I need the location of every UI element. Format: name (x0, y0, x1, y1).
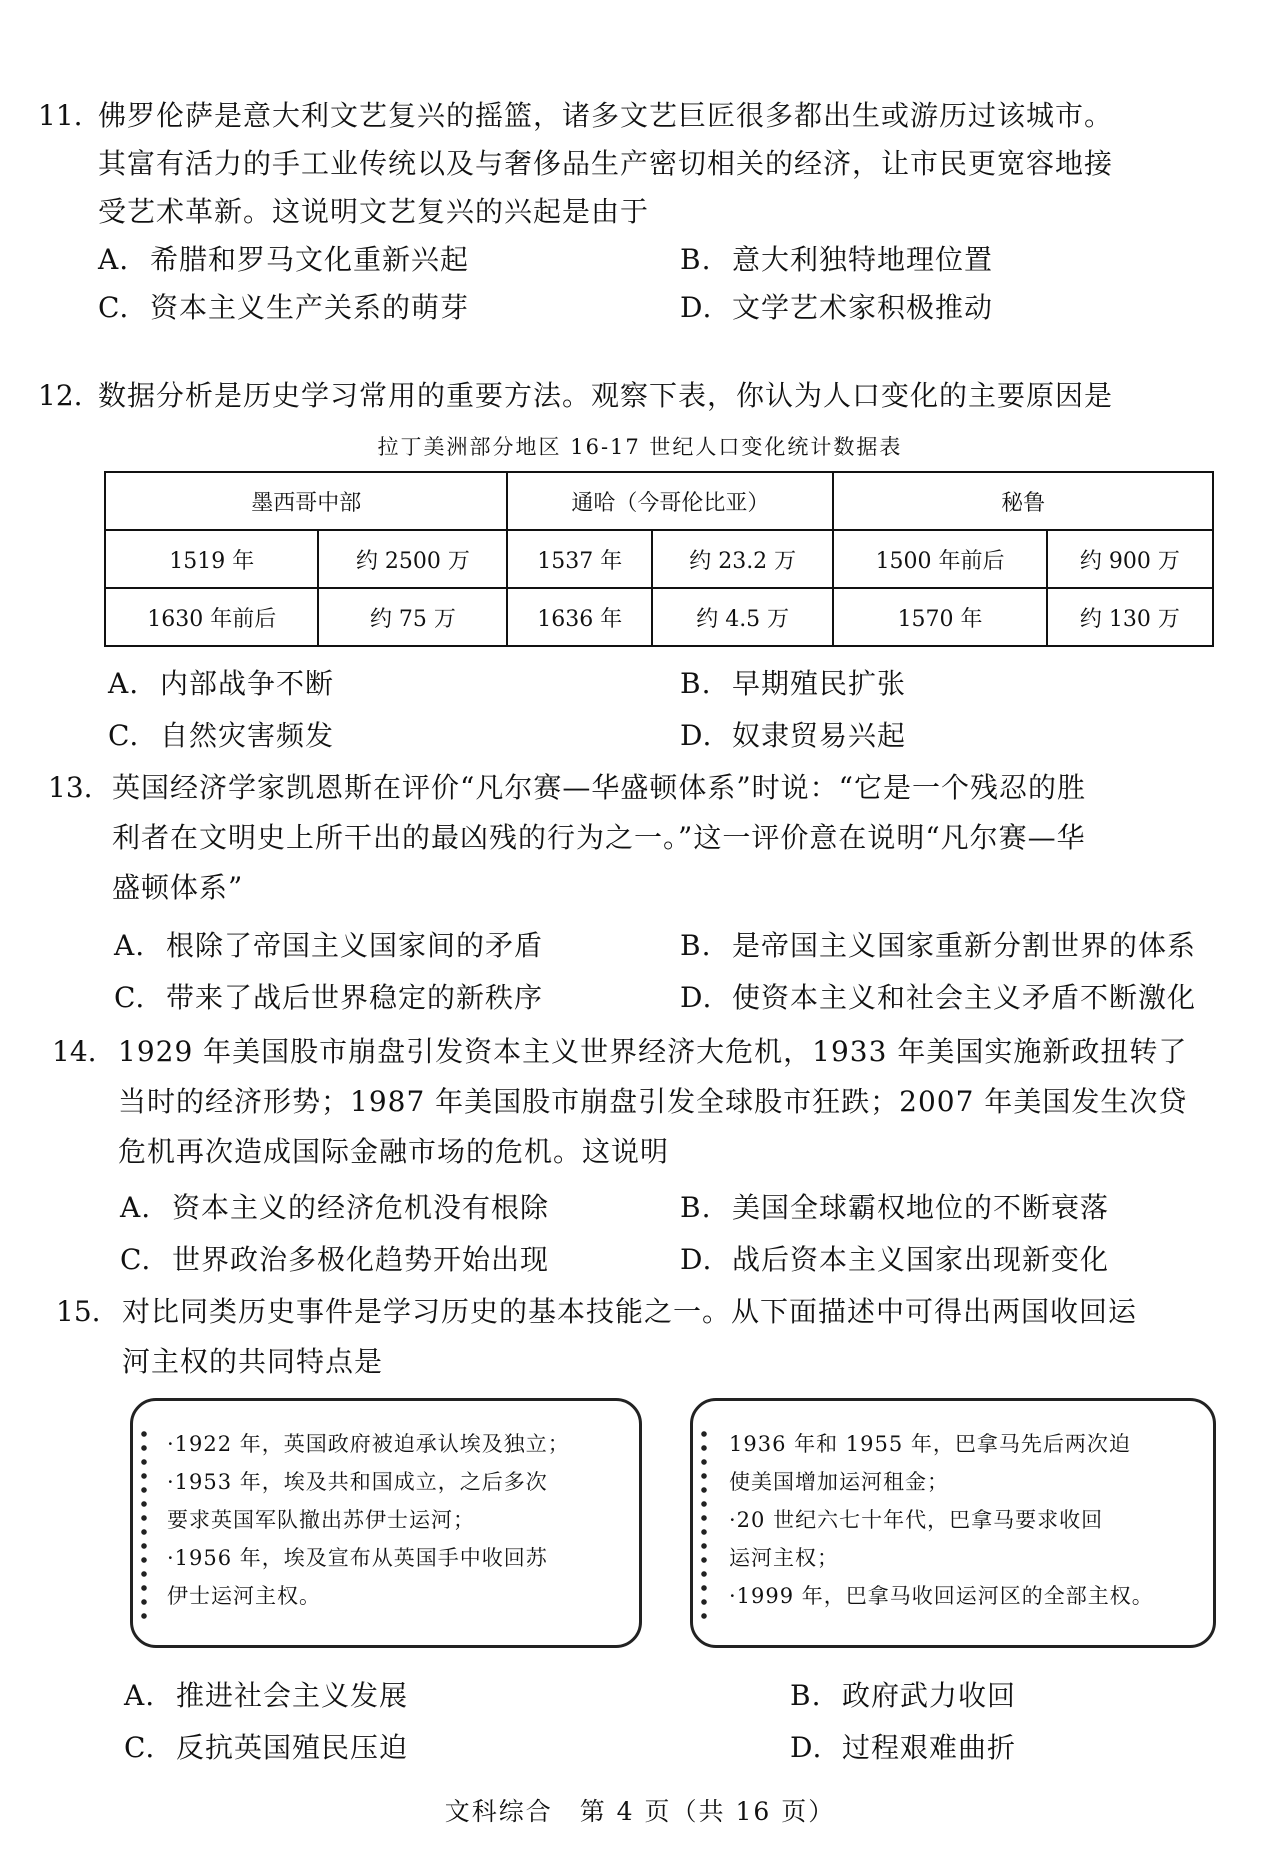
option-text: 希腊和罗马文化重新兴起 (150, 243, 470, 276)
option-d (680, 288, 993, 328)
option-b (790, 1676, 1016, 1716)
option-text: 带来了战后世界稳定的新秩序 (166, 981, 544, 1014)
question-text-line: 数据分析是历史学习常用的重要方法。观察下表，你认为人口变化的主要原因是 (98, 379, 1114, 412)
option-key: C. (114, 981, 146, 1014)
option-text: 战后资本主义国家出现新变化 (732, 1243, 1110, 1276)
table-header-cell: 墨西哥中部 (105, 472, 507, 530)
option-c (124, 1728, 408, 1768)
option-text: 反抗英国殖民压迫 (176, 1731, 409, 1764)
option-text: 资本主义的经济危机没有根除 (172, 1191, 550, 1224)
option-text: 美国全球霸权地位的不断衰落 (732, 1191, 1110, 1224)
option-d (790, 1728, 1016, 1768)
option-text: 政府武力收回 (842, 1679, 1017, 1712)
question-text-line: 危机再次造成国际金融市场的危机。这说明 (118, 1135, 670, 1168)
option-key: C. (98, 291, 130, 324)
table-row (105, 588, 1213, 646)
question-text-line: 盛顿体系” (112, 871, 244, 904)
option-key: B. (680, 243, 712, 276)
option-b (680, 926, 1196, 966)
note-line: ·20 世纪六七十年代，巴拿马要求收回 (729, 1508, 1104, 1532)
note-line: ·1922 年，英国政府被迫承认埃及独立； (167, 1432, 570, 1456)
option-key: C. (120, 1243, 152, 1276)
note-line: 1936 年和 1955 年，巴拿马先后两次迫 (729, 1432, 1131, 1456)
note-line: ·1956 年，埃及宣布从英国手中收回苏 (167, 1546, 548, 1570)
option-b (680, 664, 906, 704)
table-cell: 约 23.2 万 (652, 530, 833, 588)
option-text: 奴隶贸易兴起 (732, 719, 907, 752)
page-footer: 文科综合 第 4 页（共 16 页） (444, 1797, 836, 1826)
option-key: C. (108, 719, 140, 752)
option-text: 内部战争不断 (160, 667, 335, 700)
option-key: B. (790, 1679, 822, 1712)
question-text-line: 河主权的共同特点是 (122, 1345, 384, 1378)
option-d (680, 716, 906, 756)
table-cell: 1500 年前后 (833, 530, 1046, 588)
table-header-cell: 秘鲁 (833, 472, 1213, 530)
option-text: 世界政治多极化趋势开始出现 (172, 1243, 550, 1276)
option-key: B. (680, 667, 712, 700)
option-key: D. (680, 981, 713, 1014)
table-cell: 1519 年 (105, 530, 318, 588)
option-text: 文学艺术家积极推动 (732, 291, 994, 324)
option-key: A. (108, 667, 140, 700)
binding-dots (141, 1427, 147, 1619)
egypt-notes-box (130, 1398, 642, 1648)
question-text-line: 受艺术革新。这说明文艺复兴的兴起是由于 (98, 195, 650, 228)
table-cell: 约 2500 万 (318, 530, 507, 588)
option-a (98, 240, 469, 280)
note-line: 伊士运河主权。 (167, 1584, 321, 1608)
table-cell: 约 75 万 (318, 588, 507, 646)
option-key: A. (120, 1191, 152, 1224)
question-text-line: 利者在文明史上所干出的最凶残的行为之一。”这一评价意在说明“凡尔赛—华 (112, 821, 1086, 854)
option-key: A. (114, 929, 146, 962)
option-key: B. (680, 929, 712, 962)
option-text: 早期殖民扩张 (732, 667, 907, 700)
option-text: 意大利独特地理位置 (732, 243, 994, 276)
table-header-row (105, 472, 1213, 530)
table-cell: 1537 年 (507, 530, 652, 588)
option-a (114, 926, 543, 966)
question-number: 14. (52, 1035, 97, 1068)
table-cell: 1630 年前后 (105, 588, 318, 646)
note-line: 运河主权； (729, 1546, 839, 1570)
question-text-line: 其富有活力的手工业传统以及与奢侈品生产密切相关的经济，让市民更宽容地接 (98, 147, 1114, 180)
option-text: 根除了帝国主义国家间的矛盾 (166, 929, 544, 962)
question-text-line: 当时的经济形势；1987 年美国股市崩盘引发全球股市狂跌；2007 年美国发生次贷 (118, 1085, 1188, 1118)
option-key: D. (790, 1731, 823, 1764)
note-line: 使美国增加运河租金； (729, 1470, 949, 1494)
question-text-line: 对比同类历史事件是学习历史的基本技能之一。从下面描述中可得出两国收回运 (122, 1295, 1138, 1328)
option-key: C. (124, 1731, 156, 1764)
question-number: 15. (56, 1295, 101, 1328)
question-number: 11. (38, 99, 83, 132)
question-text-line: 1929 年美国股市崩盘引发资本主义世界经济大危机，1933 年美国实施新政扭转了 (118, 1035, 1188, 1068)
table-cell: 1636 年 (507, 588, 652, 646)
option-text: 是帝国主义国家重新分割世界的体系 (732, 929, 1197, 962)
table-row (105, 530, 1213, 588)
option-text: 推进社会主义发展 (176, 1679, 409, 1712)
option-key: B. (680, 1191, 712, 1224)
option-a (124, 1676, 408, 1716)
option-text: 过程艰难曲折 (842, 1731, 1017, 1764)
binding-dots (701, 1427, 707, 1619)
option-c (108, 716, 334, 756)
option-c (98, 288, 469, 328)
table-cell: 约 130 万 (1047, 588, 1213, 646)
question-text-line: 英国经济学家凯恩斯在评价“凡尔赛—华盛顿体系”时说：“它是一个残忍的胜 (112, 771, 1086, 804)
note-line: ·1999 年，巴拿马收回运河区的全部主权。 (729, 1584, 1154, 1608)
option-key: D. (680, 1243, 713, 1276)
option-text: 自然灾害频发 (160, 719, 335, 752)
option-b (680, 240, 993, 280)
option-d (680, 978, 1196, 1018)
option-text: 资本主义生产关系的萌芽 (150, 291, 470, 324)
option-a (120, 1188, 549, 1228)
option-c (114, 978, 543, 1018)
table-cell: 约 4.5 万 (652, 588, 833, 646)
population-table (104, 471, 1214, 647)
option-key: D. (680, 291, 713, 324)
table-cell: 1570 年 (833, 588, 1046, 646)
question-text-line: 佛罗伦萨是意大利文艺复兴的摇篮，诸多文艺巨匠很多都出生或游历过该城市。 (98, 99, 1114, 132)
note-line: 要求英国军队撤出苏伊士运河； (167, 1508, 475, 1532)
option-c (120, 1240, 549, 1280)
option-key: A. (124, 1679, 156, 1712)
option-key: D. (680, 719, 713, 752)
option-text: 使资本主义和社会主义矛盾不断激化 (732, 981, 1197, 1014)
option-key: A. (98, 243, 130, 276)
question-number: 12. (38, 379, 83, 412)
note-line: ·1953 年，埃及共和国成立，之后多次 (167, 1470, 548, 1494)
option-b (680, 1188, 1109, 1228)
option-a (108, 664, 334, 704)
question-number: 13. (48, 771, 93, 804)
table-caption: 拉丁美洲部分地区 16-17 世纪人口变化统计数据表 (377, 435, 903, 459)
panama-notes-box (690, 1398, 1216, 1648)
table-cell: 约 900 万 (1047, 530, 1213, 588)
table-header-cell: 通哈（今哥伦比亚） (507, 472, 833, 530)
option-d (680, 1240, 1109, 1280)
